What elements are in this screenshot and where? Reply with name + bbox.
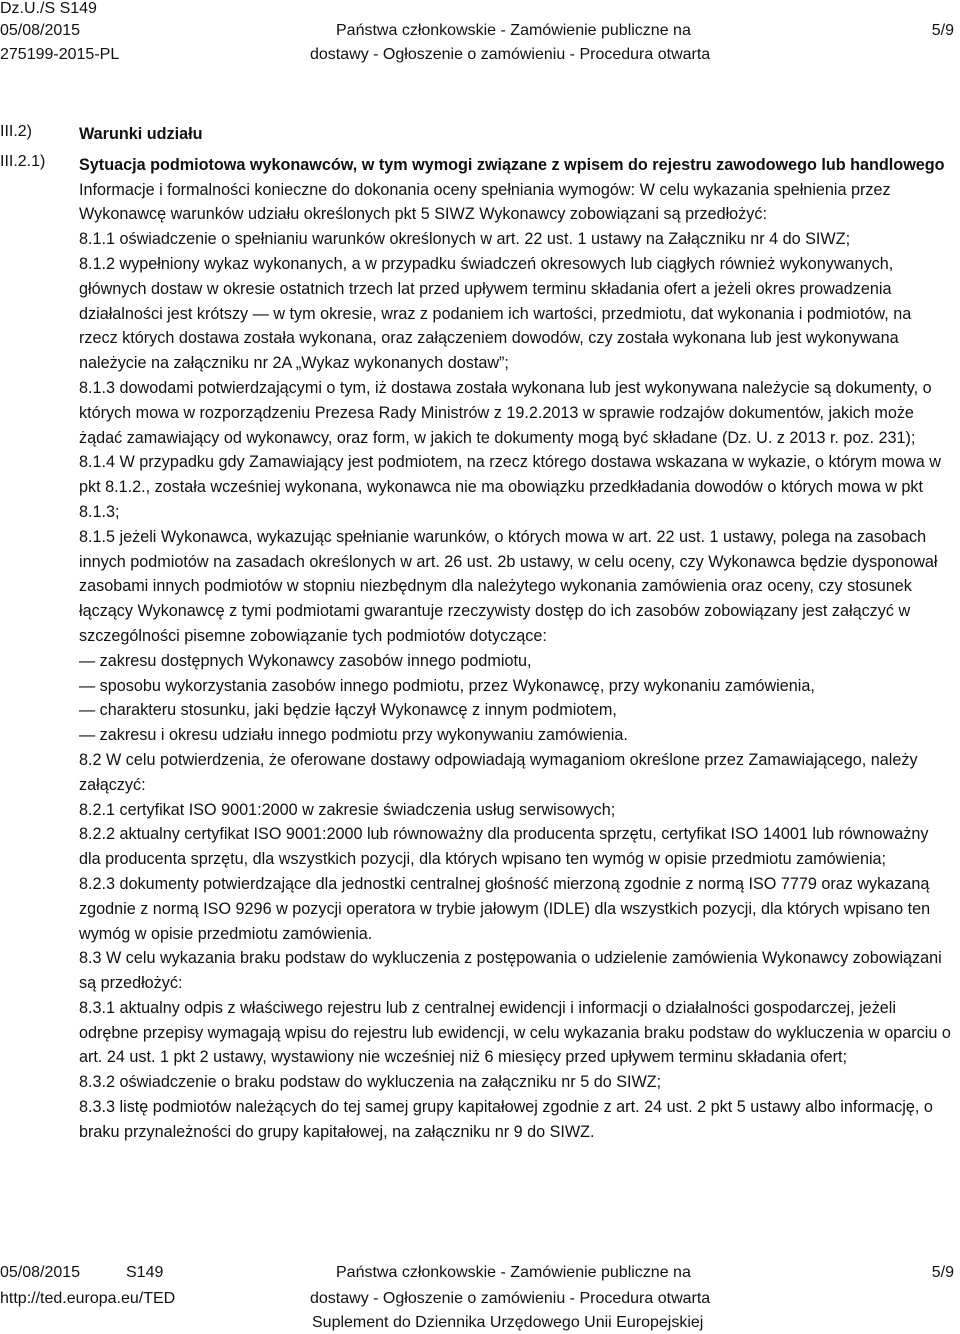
footer-title-line1: Państwa członkowskie - Zamówienie publiczne na [336, 1264, 691, 1281]
header-doc-ref: Dz.U./S S149 [0, 0, 97, 17]
paragraph: 8.2 W celu potwierdzenia, że oferowane dostawy odpowiadają wymaganiom określone przez Zamawiającego, należy załączyć: [79, 750, 918, 794]
paragraph: 8.2.3 dokumenty potwierdzające dla jednostki centralnej głośność mierzoną zgodnie z normą ISO 7779 oraz wykazaną zgodnie z normą ISO 9296 w pozycji operatora w trybie jałowym (IDLE) dla wszystkich pozycji, dla których wpisano ten wymóg w opisie przedmiotu zamówienia. [79, 874, 931, 943]
paragraph: 8.3.2 oświadczenie o braku podstaw do wykluczenia na załączniku nr 5 do SIWZ; [79, 1073, 662, 1092]
footer-series: S149 [126, 1264, 164, 1281]
footer-title-line3: Suplement do Dziennika Urzędowego Unii Europejskiej [312, 1314, 704, 1331]
section-subtitle: Sytuacja podmiotowa wykonawców, w tym wymogi związane z wpisem do rejestru zawodowego lub handlowego [79, 155, 945, 174]
section-number-sub: III.2.1) [0, 153, 46, 170]
footer-date: 05/08/2015 [0, 1264, 81, 1281]
section-number-main: III.2) [0, 123, 33, 140]
footer-url: http://ted.europa.eu/TED [0, 1290, 176, 1307]
list-item: — sposobu wykorzystania zasobów innego podmiotu, przez Wykonawcę, przy wykonaniu zamówienia, [79, 676, 815, 695]
paragraph: 8.1.2 wypełniony wykaz wykonanych, a w przypadku świadczeń okresowych lub ciągłych również wykonywanych, głównych dostaw w okresie ostatnich trzech lat przed upływem terminu składania ofert a jeżeli okres prowadzenia działalności jest krótszy — w tym okresie, wraz z podaniem ich wartości, przedmiotu, dat wykonania i podmiotów, na rzecz których dostawa została wykonana, oraz załączeniem dowodów, czy została wykonana lub jest wykonywana należycie na załączniku nr 2A „Wykaz wykonanych dostaw”; [79, 254, 912, 373]
header-title-line1: Państwa członkowskie - Zamówienie publiczne na [336, 22, 691, 39]
paragraph: 8.3.3 listę podmiotów należących do tej samej grupy kapitałowej zgodnie z art. 24 ust. 2 pkt 5 ustawy albo informację, o braku przynależności do grupy kapitałowej, na załączniku nr 9 do SIWZ. [79, 1098, 933, 1141]
paragraph: 8.2.1 certyfikat ISO 9001:2000 w zakresie świadczenia usług serwisowych; [79, 800, 616, 819]
paragraph: 8.3 W celu wykazania braku podstaw do wykluczenia z postępowania o udzielenie zamówienia Wykonawcy zobowiązani są przedłożyć: [79, 949, 942, 993]
paragraph: 8.2.2 aktualny certyfikat ISO 9001:2000 lub równoważny dla producenta sprzętu, certyfikat ISO 14001 lub równoważny dla producenta sprzętu, dla wszystkich pozycji, dla których wpisano ten wymóg w opisie przedmiotu zamówienia; [79, 825, 929, 869]
paragraph: 8.1.3 dowodami potwierdzającymi o tym, iż dostawa została wykonana lub jest wykonywana należycie są dokumenty, o których mowa w rozporządzeniu Prezesa Rady Ministrów z 19.2.2013 w sprawie rodzajów dokumentów, jakich może żądać zamawiający od wykonawcy, oraz form, w jakich te dokumenty mogą być składane (Dz. U. z 2013 r. poz. 231); [79, 378, 932, 447]
paragraph: Informacje i formalności konieczne do dokonania oceny spełniania wymogów: W celu wykazania spełnienia przez Wykonawcę warunków udziału określonych pkt 5 SIWZ Wykonawcy zobowiązani są przedłożyć: [79, 180, 891, 224]
header-notice-id: 275199-2015-PL [0, 46, 120, 63]
footer-page-number: 5/9 [931, 1264, 954, 1281]
page-header [0, 0, 960, 72]
header-date: 05/08/2015 [0, 22, 81, 39]
list-item: — zakresu i okresu udziału innego podmiotu przy wykonywaniu zamówienia. [79, 726, 628, 745]
footer-title-line2: dostawy - Ogłoszenie o zamówieniu - Procedura otwarta [310, 1290, 711, 1307]
section-title: Warunki udziału [79, 125, 203, 143]
list-item: — zakresu dostępnych Wykonawcy zasobów innego podmiotu, [79, 651, 532, 670]
paragraph: 8.1.4 W przypadku gdy Zamawiający jest podmiotem, na rzecz którego dostawa wskazana w wykazie, o którym mowa w pkt 8.1.2., została wcześniej wykonana, wykonawca nie ma obowiązku przedkładania dowodów o których mowa w pkt 8.1.3; [79, 453, 941, 521]
header-page-number: 5/9 [931, 22, 954, 39]
paragraph: 8.1.5 jeżeli Wykonawca, wykazując spełnianie warunków, o których mowa w art. 22 ust. 1 ustawy, polega na zasobach innych podmiotów na zasadach określonych w art. 26 ust. 2b ustawy, w celu oceny, czy Wykonawca będzie dysponował zasobami innych podmiotów w stopniu niezbędnym dla należytego wykonania zamówienia oraz oceny, czy stosunek łączący Wykonawcę z tymi podmiotami gwarantuje rzeczywisty dostęp do ich zasobów zobowiązany jest załączyć w szczególności pisemne zobowiązanie tych podmiotów dotyczące: [79, 527, 938, 645]
page-footer [0, 1264, 960, 1334]
paragraph: 8.3.1 aktualny odpis z właściwego rejestru lub z centralnej ewidencji i informacji o działalności gospodarczej, jeżeli odrębne przepisy wymagają wpisu do rejestru lub ewidencji, w celu wykazania braku podstaw do wykluczenia w oparciu o art. 24 ust. 1 pkt 2 ustawy, wystawiony nie wcześniej niż 6 miesięcy przed upływem terminu składania ofert; [79, 998, 951, 1067]
list-item: — charakteru stosunku, jaki będzie łączył Wykonawcę z innym podmiotem, [79, 701, 617, 720]
header-title-line2: dostawy - Ogłoszenie o zamówieniu - Procedura otwarta [310, 46, 711, 63]
section-content [79, 122, 954, 1145]
paragraph: 8.1.1 oświadczenie o spełnianiu warunków określonych w art. 22 ust. 1 ustawy na Załączniku nr 4 do SIWZ; [79, 230, 851, 249]
